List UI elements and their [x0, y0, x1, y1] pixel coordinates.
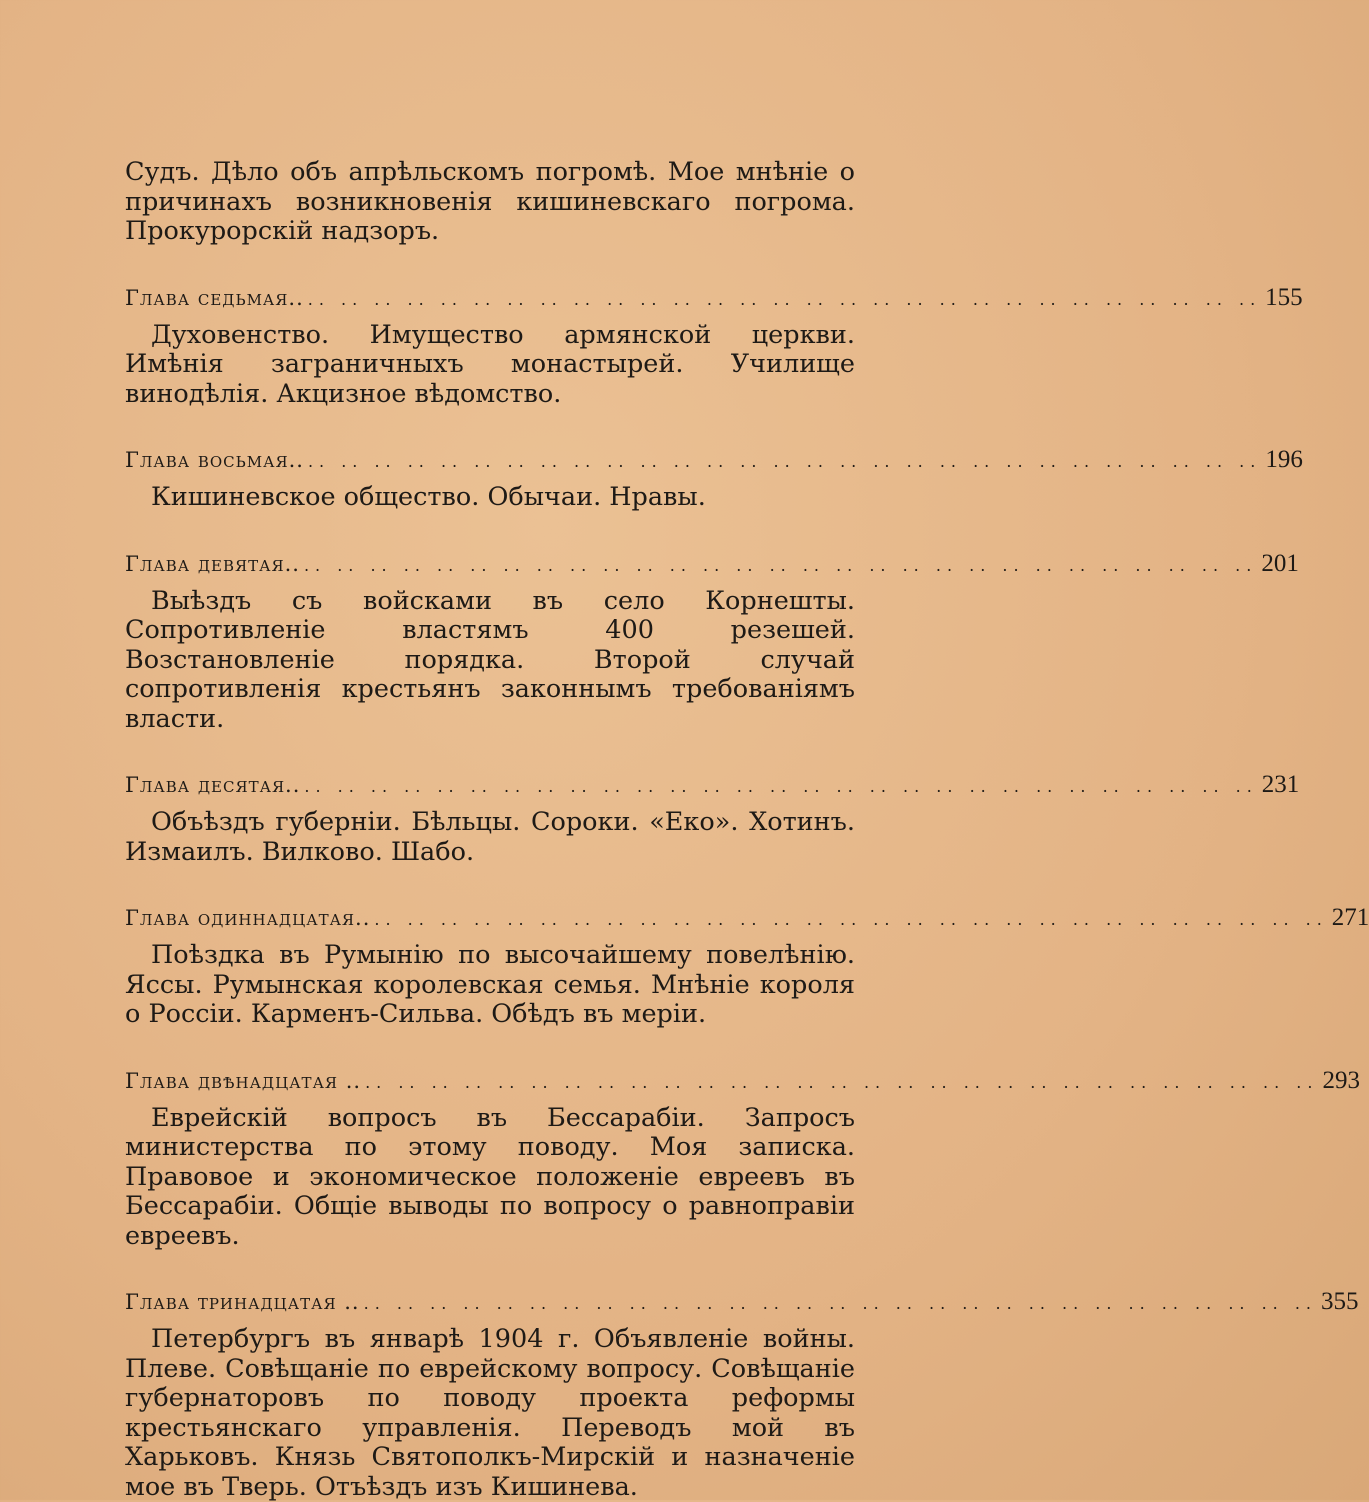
chapter-entry-13	[125, 1287, 1359, 1502]
chapter-entry-12	[125, 1066, 1360, 1252]
leader-dots: .. .. .. .. .. .. .. .. .. .. .. .. .. .. .. .. .. .. .. .. .. .. .. .. .. .. .. .. ..	[303, 555, 1258, 575]
chapter-heading	[125, 549, 1299, 581]
chapter-entry-8	[125, 445, 1303, 513]
chapter-title: Глава тринадцатая ..	[125, 1290, 360, 1314]
chapter-heading	[125, 903, 1369, 935]
chapter-summary: Выѣздъ съ войсками въ село Корнешты. Сопротивленіе властямъ 400 резешей. Возстановленіе порядка. Второй случай сопротивленія крестьянъ законнымъ требованіямъ власти.	[125, 585, 855, 734]
chapter-title: Глава двѣнадцатая ..	[125, 1068, 362, 1093]
chapter-summary: Еврейскій вопросъ въ Бессарабіи. Запросъ министерства по этому поводу. Моя записка. Правовое и экономическое положеніе евреевъ въ Бессарабіи. Общіе выводы по вопросу о равноправіи евреевъ.	[125, 1102, 855, 1251]
chapter-page-number: 201	[1261, 549, 1299, 577]
chapter-entry-10	[125, 770, 1300, 867]
chapter-summary: Кишиневское общество. Обычаи. Нравы.	[151, 482, 706, 512]
leader-dots: .. .. .. .. .. .. .. .. .. .. .. .. .. .. .. .. .. .. .. .. .. .. .. .. .. .. .. .. ..	[363, 1294, 1317, 1313]
chapter-entry-9	[125, 549, 1299, 735]
chapter-title: Глава десятая..	[125, 773, 301, 797]
chapter-page-number: 355	[1321, 1288, 1359, 1315]
leader-dots: .. .. .. .. .. .. .. .. .. .. .. .. .. .. .. .. .. .. .. .. .. .. .. .. .. .. .. .. ..	[374, 910, 1328, 929]
chapter-heading	[125, 445, 1303, 477]
chapter-summary: Петербургъ въ январѣ 1904 г. Объявленіе войны. Плеве. Совѣщаніе по еврейскому вопросу. Совѣщаніе губернаторовъ по поводу проекта реформы крестьянскаго управленія. Переводъ мой въ Харьковъ. Князь Святополкъ-Мирскій и назначеніе мое въ Тверь. Отъѣздъ изъ Кишинева.	[125, 1324, 855, 1502]
leader-dots: .. .. .. .. .. .. .. .. .. .. .. .. .. .. .. .. .. .. .. .. .. .. .. .. .. .. .. .. ..	[307, 289, 1262, 309]
table-of-contents	[125, 157, 1369, 1502]
chapter-heading	[125, 283, 1303, 315]
chapter-page-number: 231	[1261, 771, 1300, 798]
chapter-heading	[125, 1287, 1359, 1319]
chapter-heading	[125, 1066, 1360, 1098]
chapter-title: Глава одиннадцатая..	[125, 906, 371, 930]
chapter-summary: Объѣздъ губерніи. Бѣльцы. Сороки. «Еко». Хотинъ. Измаилъ. Вилково. Шабо.	[125, 807, 855, 867]
chapter-page-number: 155	[1265, 283, 1303, 311]
leader-dots: .. .. .. .. .. .. .. .. .. .. .. .. .. .. .. .. .. .. .. .. .. .. .. .. .. .. .. .. ..	[307, 452, 1262, 471]
chapter-entry-11	[125, 903, 1369, 1030]
chapter-title: Глава восьмая..	[125, 448, 304, 472]
leader-dots: .. .. .. .. .. .. .. .. .. .. .. .. .. .. .. .. .. .. .. .. .. .. .. .. .. .. .. .. ..	[304, 777, 1258, 796]
chapter-page-number: 293	[1322, 1066, 1360, 1094]
leader-dots: .. .. .. .. .. .. .. .. .. .. .. .. .. .. .. .. .. .. .. .. .. .. .. .. .. .. .. .. ..	[365, 1072, 1319, 1092]
chapter-page-number: 271	[1331, 904, 1369, 931]
chapter-entry-7	[125, 283, 1303, 410]
chapter-heading	[125, 770, 1300, 802]
chapter-summary: Поѣздка въ Румынію по высочайшему повелѣнію. Яссы. Румынская королевская семья. Мнѣніе короля о Россіи. Карменъ-Сильва. Обѣдъ въ меріи.	[125, 940, 855, 1029]
chapter-title: Глава девятая..	[125, 551, 300, 576]
chapter-title: Глава седьмая..	[125, 285, 304, 310]
intro-paragraph: Судъ. Дѣло объ апрѣльскомъ погромѣ. Мое мнѣніе о причинахъ возникновенія кишиневскаго погрома. Прокурорскій надзоръ.	[125, 157, 855, 246]
chapter-summary: Духовенство. Имущество армянской церкви. Имѣнія заграничныхъ монастырей. Училище винодѣлія. Акцизное вѣдомство.	[125, 319, 855, 409]
chapter-page-number: 196	[1265, 446, 1303, 473]
